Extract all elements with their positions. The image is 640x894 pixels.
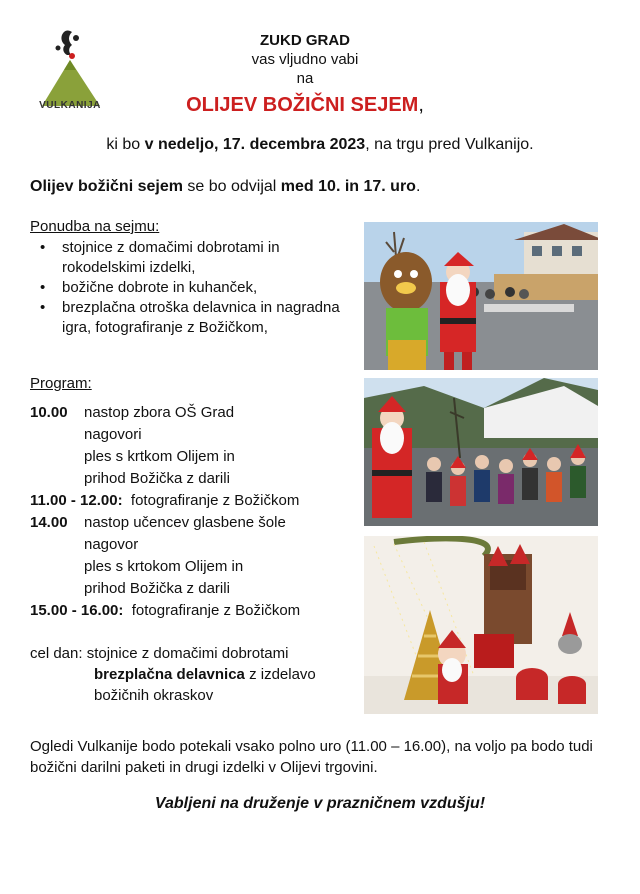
bullet-icon: • <box>40 299 46 316</box>
date-location: , na trgu pred Vulkanijo. <box>365 136 534 153</box>
all-day-stalls: stojnice z domačimi dobrotami <box>86 645 289 662</box>
event-title-comma: , <box>418 94 424 116</box>
tour-note: Ogledi Vulkanije bodo potekali vsako polno uro (11.00 – 16.00), na voljo pa bodo tudi božični darilni paketi in drugi izdelki v Olijevi trgovini. <box>30 738 593 776</box>
workshop-highlight: brezplačna delavnica <box>94 666 245 683</box>
program-heading <box>30 375 92 392</box>
date-pre: ki bo <box>106 136 145 153</box>
offer-item-text: stojnice z domačimi dobrotami in rokodelskimi izdelki, <box>62 239 280 276</box>
program-text: nastop učencev glasbene šole <box>84 514 286 531</box>
program-list <box>30 402 360 622</box>
program-row <box>30 490 360 512</box>
program-row <box>30 446 360 468</box>
photo-mascot-santa <box>364 222 598 370</box>
bullet-icon: • <box>40 279 46 296</box>
photo-santa-children <box>364 378 598 526</box>
fair-hours: med 10. in 17. uro <box>280 178 416 195</box>
program-text: prihod Božička z darili <box>84 470 230 487</box>
offer-item-text: božične dobrote in kuhanček, <box>62 279 258 296</box>
offer-heading <box>30 218 159 235</box>
date-line <box>20 136 620 154</box>
event-title-text: OLIJEV BOŽIČNI SEJEM <box>186 94 419 116</box>
event-date: v nedeljo, 17. decembra 2023 <box>144 136 366 153</box>
event-title <box>120 94 490 117</box>
program-text: nastop zbora OŠ Grad <box>84 404 235 421</box>
all-day-row <box>30 664 360 685</box>
offer-heading-text: Ponudba na sejmu <box>30 218 156 235</box>
invite-line-to: na <box>296 70 314 87</box>
program-row <box>30 424 360 446</box>
program-text: ples s krtkom Olijem in <box>84 448 235 465</box>
list-item <box>30 238 340 278</box>
invite-line: vas vljudno vabi <box>251 51 359 68</box>
all-day-row <box>30 685 360 706</box>
program-text: nagovori <box>84 426 142 443</box>
hours-mid: se bo odvijal <box>182 178 281 195</box>
program-time: 15.00 - 16.00: <box>30 602 124 619</box>
all-day-label: cel dan: <box>30 645 83 662</box>
list-item <box>30 298 340 338</box>
program-row <box>30 556 360 578</box>
program-row <box>30 600 360 622</box>
hours-end: . <box>415 178 421 195</box>
offer-heading-colon: : <box>155 218 160 235</box>
bullet-icon: • <box>40 239 46 256</box>
program-text: nagovor <box>84 536 139 553</box>
organization-name: ZUKD GRAD <box>260 32 350 49</box>
list-item <box>30 278 340 298</box>
program-row <box>30 578 360 600</box>
program-heading-colon: : <box>87 375 92 392</box>
all-day-row <box>30 643 360 664</box>
fair-name: Olijev božični sejem <box>30 178 183 195</box>
workshop-ornaments: božičnih okraskov <box>94 687 214 704</box>
program-text: fotografiranje z Božičkom <box>131 602 301 619</box>
program-row <box>30 534 360 556</box>
offer-item-text: brezplačna otroška delavnica in nagradna igra, fotografiranje z Božičkom, <box>62 299 340 336</box>
program-text: prihod Božička z darili <box>84 580 230 597</box>
closing-invitation: Vabljeni na druženje v prazničnem vzdušju! <box>154 795 486 812</box>
photo-santa-decorations <box>364 536 598 714</box>
offer-list <box>30 238 340 338</box>
program-time: 11.00 - 12.00: <box>30 492 123 509</box>
hours-line <box>30 178 630 196</box>
program-row <box>30 512 360 534</box>
program-time: 10.00 <box>30 404 68 421</box>
workshop-rest: z izdelavo <box>244 666 316 683</box>
all-day-section <box>30 643 360 706</box>
logo-text: VULKANIJA <box>39 100 101 111</box>
program-text: ples s krtokom Olijem in <box>84 558 244 575</box>
program-heading-text: Program <box>30 375 88 392</box>
program-row <box>30 468 360 490</box>
program-row <box>30 402 360 424</box>
program-text: fotografiranje z Božičkom <box>130 492 300 509</box>
program-time: 14.00 <box>30 514 68 531</box>
